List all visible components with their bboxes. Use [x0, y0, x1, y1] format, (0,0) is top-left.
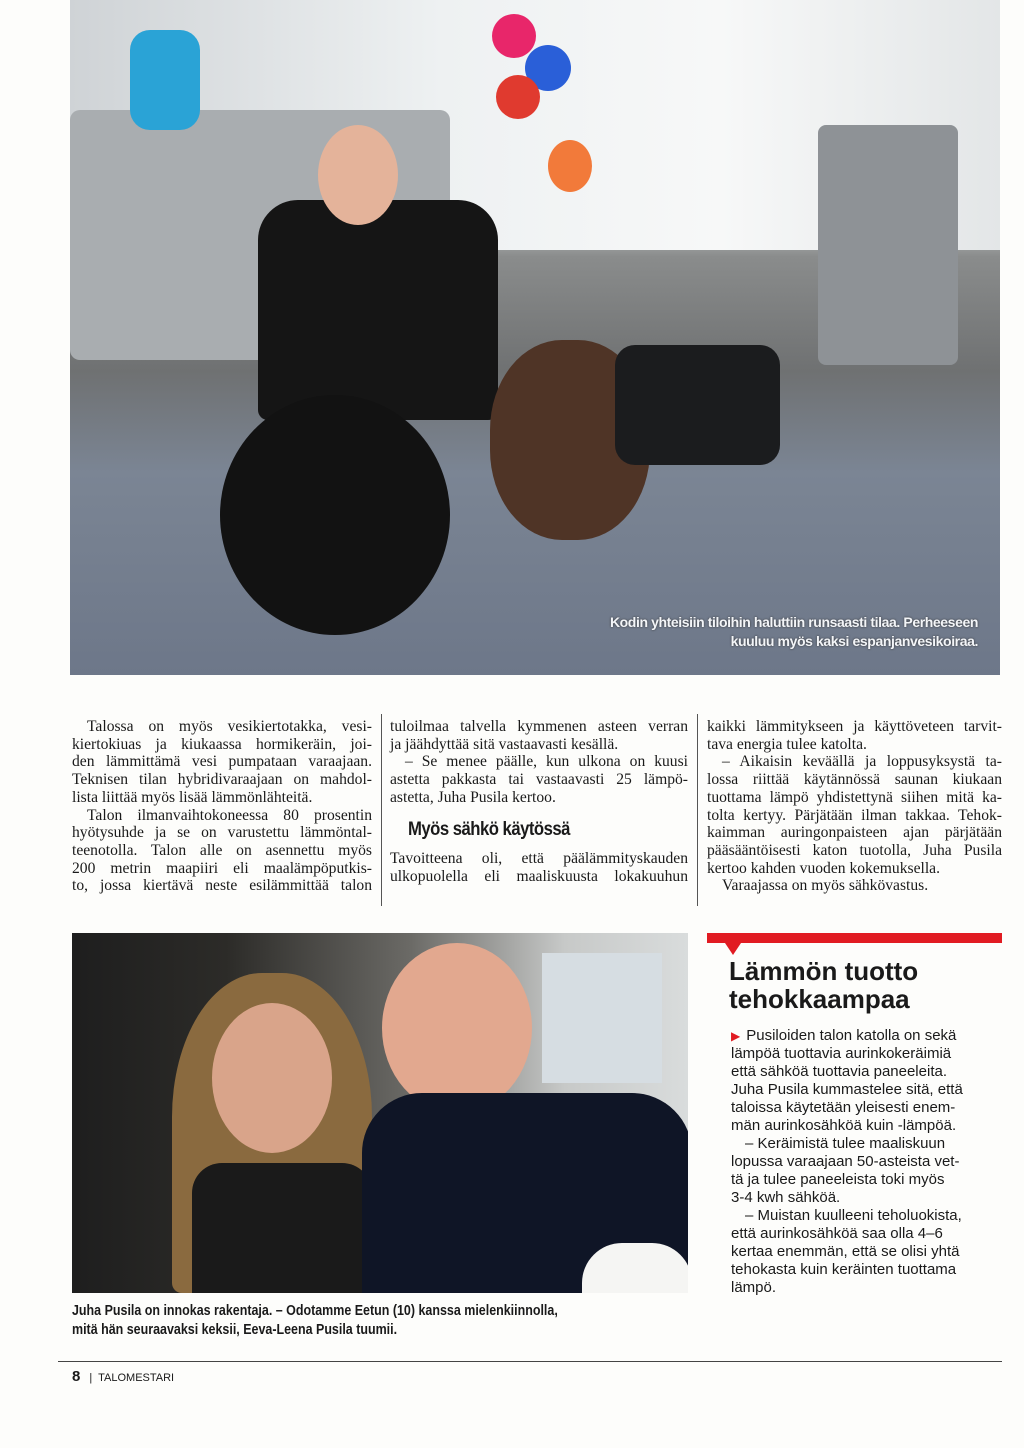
article-column-3	[707, 718, 1002, 895]
text: kertaa enemmän, että se olisi yhtä	[731, 1243, 960, 1260]
text: tä ja tulee paneeleista toki myös	[731, 1171, 945, 1188]
text-line: tava energia tulee katolta.	[707, 735, 867, 753]
text-line: kaikki lämmitykseen ja käyttöveteen tarvit-	[707, 718, 1002, 735]
text-line	[731, 1261, 1002, 1279]
footer-rule	[58, 1361, 1002, 1362]
text-line: ulkopuolella eli maaliskuusta lokakuuhun	[390, 867, 688, 885]
text-line: ja jäähdyttää sitä vastaavasti kesällä.	[390, 735, 619, 753]
child-figure	[130, 30, 200, 130]
caption-line: Juha Pusila on innokas rakentaja. – Odotamme Eetun (10) kanssa mielenkiinnolla,	[72, 1303, 558, 1319]
text-line: tuottama lämpö yhdistettynä siihen mitä ka-	[707, 788, 1002, 806]
subheading: Myös sähkö käytössä	[408, 818, 570, 840]
text-line	[731, 1279, 1002, 1297]
text: lämpöä tuottavia aurinkokeräimiä	[731, 1045, 952, 1062]
text-line: Teknisen tilan hybridivaraajaan on mahdol-	[72, 771, 372, 789]
fridge	[542, 953, 662, 1083]
paragraph	[707, 753, 1002, 877]
text-line: teenotolla. Talon alle on asennettu myös	[72, 841, 372, 859]
bottom-photo-caption	[72, 1302, 558, 1340]
text-line: lossa riittää käytännössä saunan kiukaan	[707, 771, 1002, 789]
text-line	[731, 1117, 1002, 1135]
fact-box	[707, 933, 1002, 1297]
text-line	[731, 1171, 1002, 1189]
fact-box-title	[729, 957, 1002, 1013]
man-figure	[258, 200, 498, 420]
text-line	[731, 1081, 1002, 1099]
text-line	[731, 1045, 1002, 1063]
text: lopussa varaajaan 50-asteista vet-	[731, 1153, 960, 1170]
paragraph	[731, 1207, 1002, 1297]
text: Pusiloiden talon katolla on sekä	[746, 1027, 957, 1044]
text-line	[731, 1189, 1002, 1207]
footer-separator: |	[89, 1372, 93, 1384]
text-line: to, jossa kiertävä neste esilämmittää talon	[72, 877, 372, 895]
title-line: Lämmön tuotto	[729, 956, 919, 986]
title-line: tehokkaampaa	[729, 984, 910, 1014]
text-line	[731, 1099, 1002, 1117]
text: taloissa käytetään yleisesti enem-	[731, 1099, 956, 1116]
magazine-name: TALOMESTARI	[98, 1372, 175, 1384]
living-room-photo	[70, 0, 1000, 675]
balloon	[548, 140, 592, 192]
accent-triangle-icon	[725, 943, 741, 955]
cup	[582, 1243, 688, 1293]
text: män aurinkosähköä kuin -lämpöä.	[731, 1117, 957, 1134]
text: Juha Pusila kummastelee sitä, että	[731, 1081, 963, 1098]
accent-bar	[707, 933, 1002, 943]
text-line: tolta kertyy. Pärjätään ilman takkaa. Tehok-	[707, 806, 1002, 824]
column-divider	[697, 714, 698, 906]
text-line: astetta pakkasta tai vastaavasti 25 lämpö-	[390, 771, 688, 789]
fact-box-body	[731, 1027, 1002, 1297]
paragraph	[707, 718, 1002, 753]
text-line: kertoo kahden vuoden kokemuksella.	[707, 859, 940, 877]
text-line: hyötysuhde ja se on varustettu lämmöntal-	[72, 824, 372, 842]
black-dog	[220, 395, 450, 635]
text-line: kiertokiuas ja kiukaassa hormikeräin, joi-	[72, 735, 372, 753]
top-photo-caption	[610, 613, 978, 651]
paragraph	[731, 1027, 1002, 1135]
text: lämpö.	[731, 1279, 777, 1296]
page-footer	[72, 1368, 174, 1385]
text-line	[731, 1063, 1002, 1081]
text: tehokasta kuin keräinten tuottama	[731, 1261, 957, 1278]
balloon	[492, 14, 536, 58]
couple-photo	[72, 933, 688, 1293]
text-line: Tavoitteena oli, että päälämmityskauden	[390, 850, 688, 868]
balloon	[496, 75, 540, 119]
text-line	[731, 1153, 1002, 1171]
text-line: pääsääntöisesti katon tuotolla, Juha Pusila	[707, 841, 1002, 859]
text: – Muistan kuulleeni teholuokista,	[745, 1207, 962, 1224]
text-line	[731, 1135, 1002, 1153]
caption-line: mitä hän seuraavaksi keksii, Eeva-Leena Pusila tuumii.	[72, 1322, 398, 1338]
woman-top	[192, 1163, 372, 1293]
man-head	[318, 125, 398, 225]
paragraph	[390, 718, 688, 753]
dining-chair	[818, 125, 958, 365]
text-line: den lämmittämä vesi pumpataan varaajaan.	[72, 753, 372, 771]
page-number: 8	[72, 1368, 81, 1385]
paragraph	[390, 850, 688, 885]
paragraph	[707, 877, 1002, 895]
paragraph	[72, 718, 372, 807]
text-line	[731, 1027, 1002, 1045]
text-line: Varaajassa on myös sähkövastus.	[722, 877, 929, 895]
text: – Keräimistä tulee maaliskuun	[745, 1135, 946, 1152]
text-line: tuloilmaa talvella kymmenen asteen verran	[390, 718, 688, 735]
text-line	[731, 1225, 1002, 1243]
caption-line: Kodin yhteisiin tiloihin haluttiin runsaasti tilaa. Perheeseen	[609, 614, 978, 630]
man-face	[382, 943, 532, 1113]
text-line: – Se menee päälle, kun ulkona on kuusi	[405, 753, 688, 771]
text: 3-4 kwh sähköä.	[731, 1189, 841, 1206]
woman-face	[212, 1003, 332, 1153]
text-line: – Aikaisin keväällä ja loppusyksystä ta-	[722, 753, 1002, 771]
text-line: astetta, Juha Pusila kertoo.	[390, 788, 556, 806]
text-line: 200 metrin maapiiri eli maalämpöputkis-	[72, 859, 372, 877]
text-line: Talossa on myös vesikiertotakka, vesi-	[87, 718, 372, 735]
column-divider	[381, 714, 382, 906]
text-line: Talon ilmanvaihtokoneessa 80 prosentin	[87, 806, 372, 824]
bullet-arrow-icon: ▶	[731, 1029, 741, 1043]
paragraph	[72, 807, 372, 896]
paragraph	[390, 753, 688, 806]
text: että sähköä tuottavia paneeleita.	[731, 1063, 947, 1080]
paragraph	[731, 1135, 1002, 1207]
bag	[615, 345, 780, 465]
text-line	[731, 1207, 1002, 1225]
text-line	[731, 1243, 1002, 1261]
text: että aurinkosähköä saa olla 4–6	[731, 1225, 943, 1242]
caption-line: kuuluu myös kaksi espanjanvesikoiraa.	[730, 633, 978, 649]
article-column-1	[72, 718, 372, 895]
article-column-2	[390, 718, 688, 886]
text-line: lista liittää myös lisää lämmönlähteitä.	[72, 788, 313, 806]
text-line: kaimman auringonpaisteen ajan pärjätään	[707, 824, 1002, 842]
